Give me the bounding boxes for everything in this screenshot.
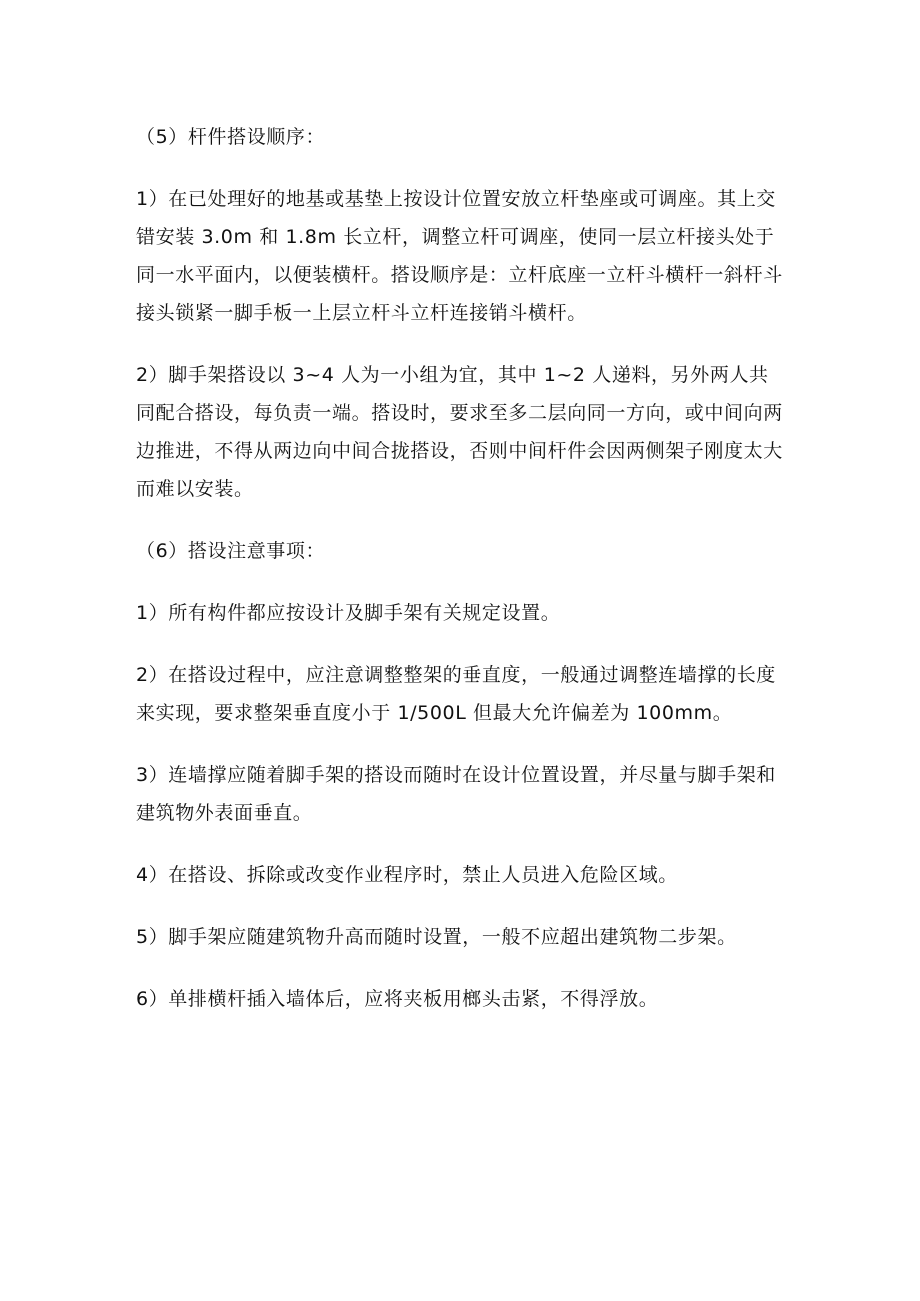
paragraph-precaution-5: 5）脚手架应随建筑物升高而随时设置，一般不应超出建筑物二步架。 (136, 926, 737, 948)
paragraph-erection-sequence-2: 2）脚手架搭设以 3~4 人为一小组为宜，其中 1~2 人递料，另外两人共同配合搭设，每负责一端。搭设时，要求至多二层向同一方向，或中间向两边推进，不得从两边向中间合拢搭设，否则中间杆件会因两侧架子刚度太大而难以安装。 (136, 364, 783, 500)
paragraph-precaution-3: 3）连墙撑应随着脚手架的搭设而随时在设计位置设置，并尽量与脚手架和建筑物外表面垂直。 (136, 764, 776, 824)
section-heading-5: （5）杆件搭设顺序： (136, 126, 326, 148)
paragraph-precaution-4: 4）在搭设、拆除或改变作业程序时，禁止人员进入危险区域。 (136, 864, 678, 886)
paragraph-precaution-2: 2）在搭设过程中，应注意调整整架的垂直度，一般通过调整连墙撑的长度来实现，要求整架垂直度小于 1/500L 但最大允许偏差为 100mm。 (136, 664, 776, 724)
paragraph-erection-sequence-1: 1）在已处理好的地基或基垫上按设计位置安放立杆垫座或可调座。其上交错安装 3.0m 和 1.8m 长立杆，调整立杆可调座，使同一层立杆接头处于同一水平面内，以便装横杆。搭设顺序是：立杆底座一立杆斗横杆一斜杆斗接头锁紧一脚手板一上层立杆斗立杆连接销斗横杆。 (136, 188, 783, 324)
paragraph-precaution-1: 1）所有构件都应按设计及脚手架有关规定设置。 (136, 602, 561, 624)
paragraph-precaution-6: 6）单排横杆插入墙体后，应将夹板用榔头击紧，不得浮放。 (136, 988, 659, 1010)
section-heading-6: （6）搭设注意事项： (136, 540, 326, 562)
